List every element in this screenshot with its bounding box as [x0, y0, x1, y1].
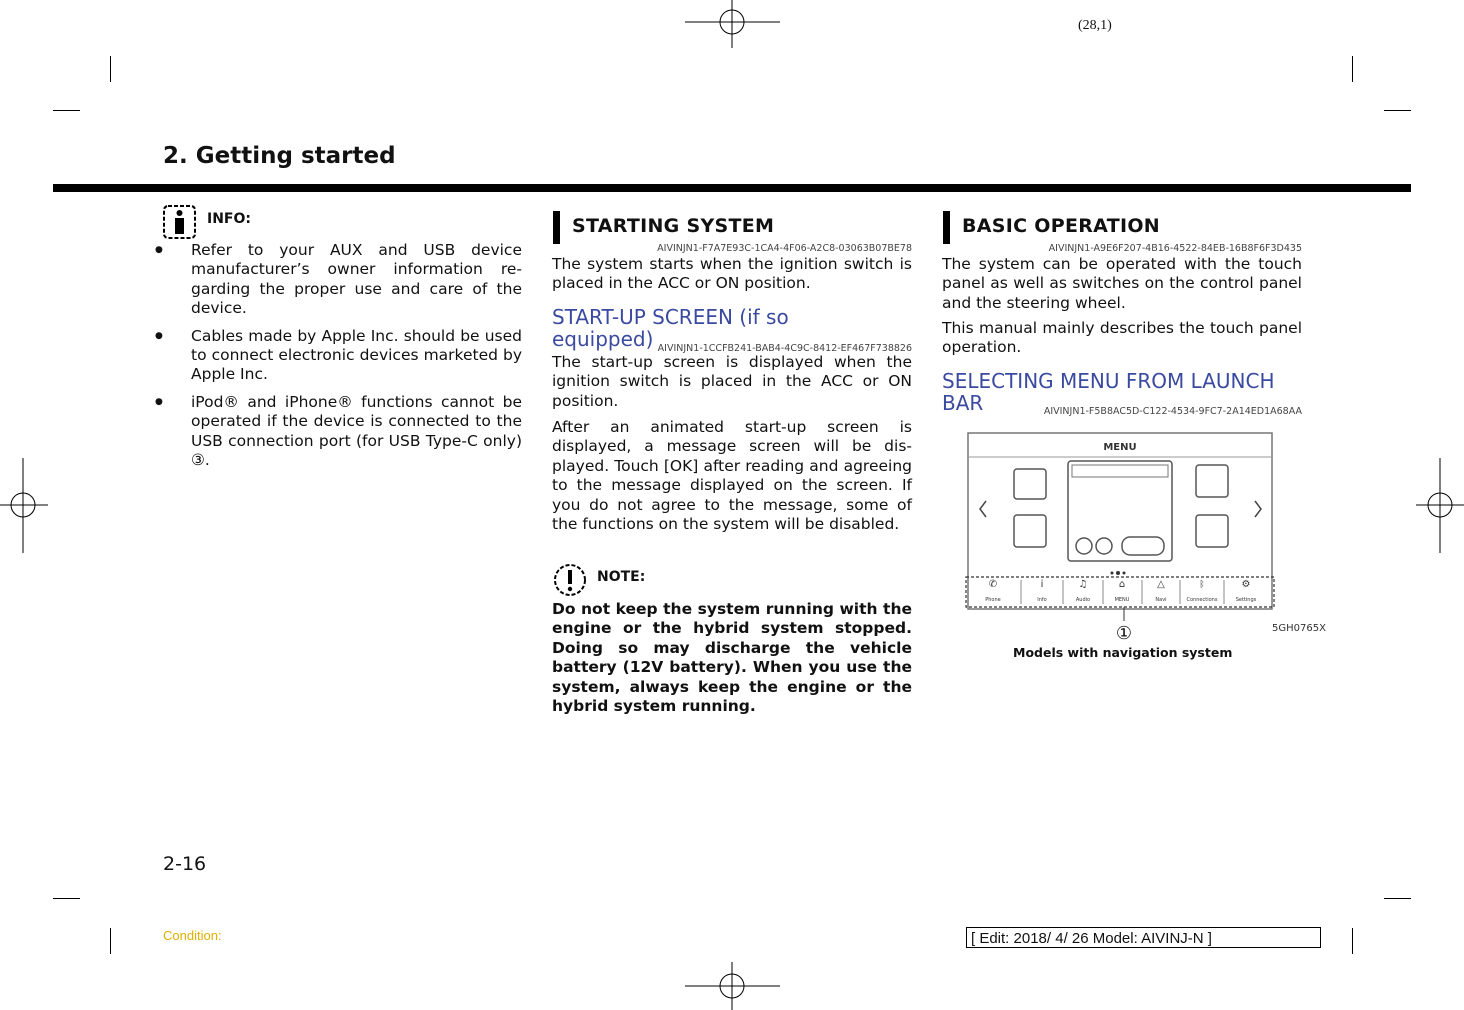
registration-mark-right — [1416, 458, 1464, 553]
paragraph: This manual mainly describes the touch panel operation. — [942, 319, 1302, 357]
crop-mark — [1384, 110, 1411, 111]
list-item: ● Cables made by Apple Inc. should be used to connect electronic devices marketed by Apple Inc. — [152, 327, 522, 385]
registration-mark-left — [0, 458, 48, 553]
crop-mark — [110, 928, 111, 954]
connections-icon: ᛒ — [1199, 580, 1205, 590]
page-code: (28,1) — [1078, 18, 1112, 33]
figure-caption: Models with navigation system — [1013, 645, 1233, 660]
launch-bar-item: Info — [1037, 597, 1047, 603]
note-text: Do not keep the system running with the engine or the hybrid system stopped. Doing so may discharge the vehicle battery (12V battery). When you use the system, always keep the engine or the hybrid system running. — [552, 600, 912, 716]
launch-bar-item: Audio — [1075, 597, 1091, 603]
crop-mark — [110, 56, 111, 82]
section-bar — [943, 211, 950, 244]
subsection-title-launch-bar: SELECTING MENU FROM LAUNCH BAR — [942, 369, 1275, 415]
section-bar — [553, 211, 560, 244]
launch-bar-item: Connections — [1186, 597, 1218, 603]
crop-mark — [1384, 898, 1411, 899]
edit-info-box: [ Edit: 2018/ 4/ 26 Model: AIVINJ-N ] — [966, 927, 1321, 948]
chapter-title: 2. Getting started — [163, 143, 396, 169]
registration-mark-top — [685, 0, 780, 48]
info-label: INFO: — [207, 211, 251, 227]
paragraph: The start-up screen is displayed when the ignition switch is placed in the ACC or ON position. — [552, 353, 912, 410]
note-icon — [553, 563, 587, 597]
launch-bar-item: Phone — [985, 597, 1001, 603]
section-id: AIVINJN1-A9E6F207-4B16-4522-84EB-16B8F6F3D435 — [1048, 243, 1302, 254]
registration-mark-bottom — [685, 962, 780, 1010]
paragraph: After an animated start-up screen is displayed, a message screen will be dis- played. Touch [OK] after reading and agreeing to the message displayed on the screen. If you do not agree to the message, some of the functions on the system will be disabled. — [552, 418, 912, 534]
crop-mark — [1352, 56, 1353, 82]
section-title-basic-operation: BASIC OPERATION — [962, 215, 1160, 237]
info-bullet-list — [152, 241, 522, 478]
crop-mark — [53, 898, 80, 899]
crop-mark — [53, 110, 80, 111]
phone-icon: ✆ — [988, 579, 998, 590]
audio-icon: ♫ — [1078, 579, 1088, 590]
info-icon — [163, 205, 196, 239]
figure-code: 5GH0765X — [1272, 623, 1326, 634]
callout-marker: ① — [1115, 623, 1133, 644]
subsection-id: AIVINJN1-1CCFB241-BAB4-4C9C-8412-EF467F738826 — [657, 343, 912, 354]
launch-bar-item: Settings — [1235, 597, 1257, 603]
condition-label: Condition: — [163, 928, 222, 943]
section-text: The system starts when the ignition switch is placed in the ACC or ON position. — [552, 255, 912, 293]
screen-title: MENU — [1103, 442, 1137, 453]
menu-screen-illustration — [962, 425, 1280, 647]
page-number: 2-16 — [163, 853, 207, 875]
section-id: AIVINJN1-F7A7E93C-1CA4-4F06-A2C8-03063B07BE78 — [657, 243, 912, 254]
subsection-title-startup-screen: START-UP SCREEN (if so equipped) — [552, 305, 789, 351]
subsection-id: AIVINJN1-F5B8AC5D-C122-4534-9FC7-2A14ED1A68AA — [1043, 406, 1302, 417]
paragraph: The system can be operated with the touch panel as well as switches on the control panel and the steering wheel. — [942, 255, 1302, 312]
settings-icon: ⚙ — [1241, 579, 1251, 590]
list-item: ● iPod® and iPhone® functions cannot be operated if the device is connected to the USB connection port (for USB Type-C only) ③. — [152, 393, 522, 471]
list-item: ● Refer to your AUX and USB device manufacturer’s owner information re- garding the proper use and care of the device. — [152, 241, 522, 319]
menu-icon: ⌂ — [1118, 579, 1126, 590]
note-label: NOTE: — [597, 569, 646, 585]
launch-bar-item: Navi — [1155, 597, 1167, 603]
launch-bar-item: MENU — [1114, 597, 1130, 603]
crop-mark — [1352, 928, 1353, 954]
navi-icon: △ — [1157, 579, 1165, 590]
header-rule — [53, 184, 1411, 192]
section-title-starting-system: STARTING SYSTEM — [572, 215, 775, 237]
info-icon: i — [1040, 579, 1044, 590]
